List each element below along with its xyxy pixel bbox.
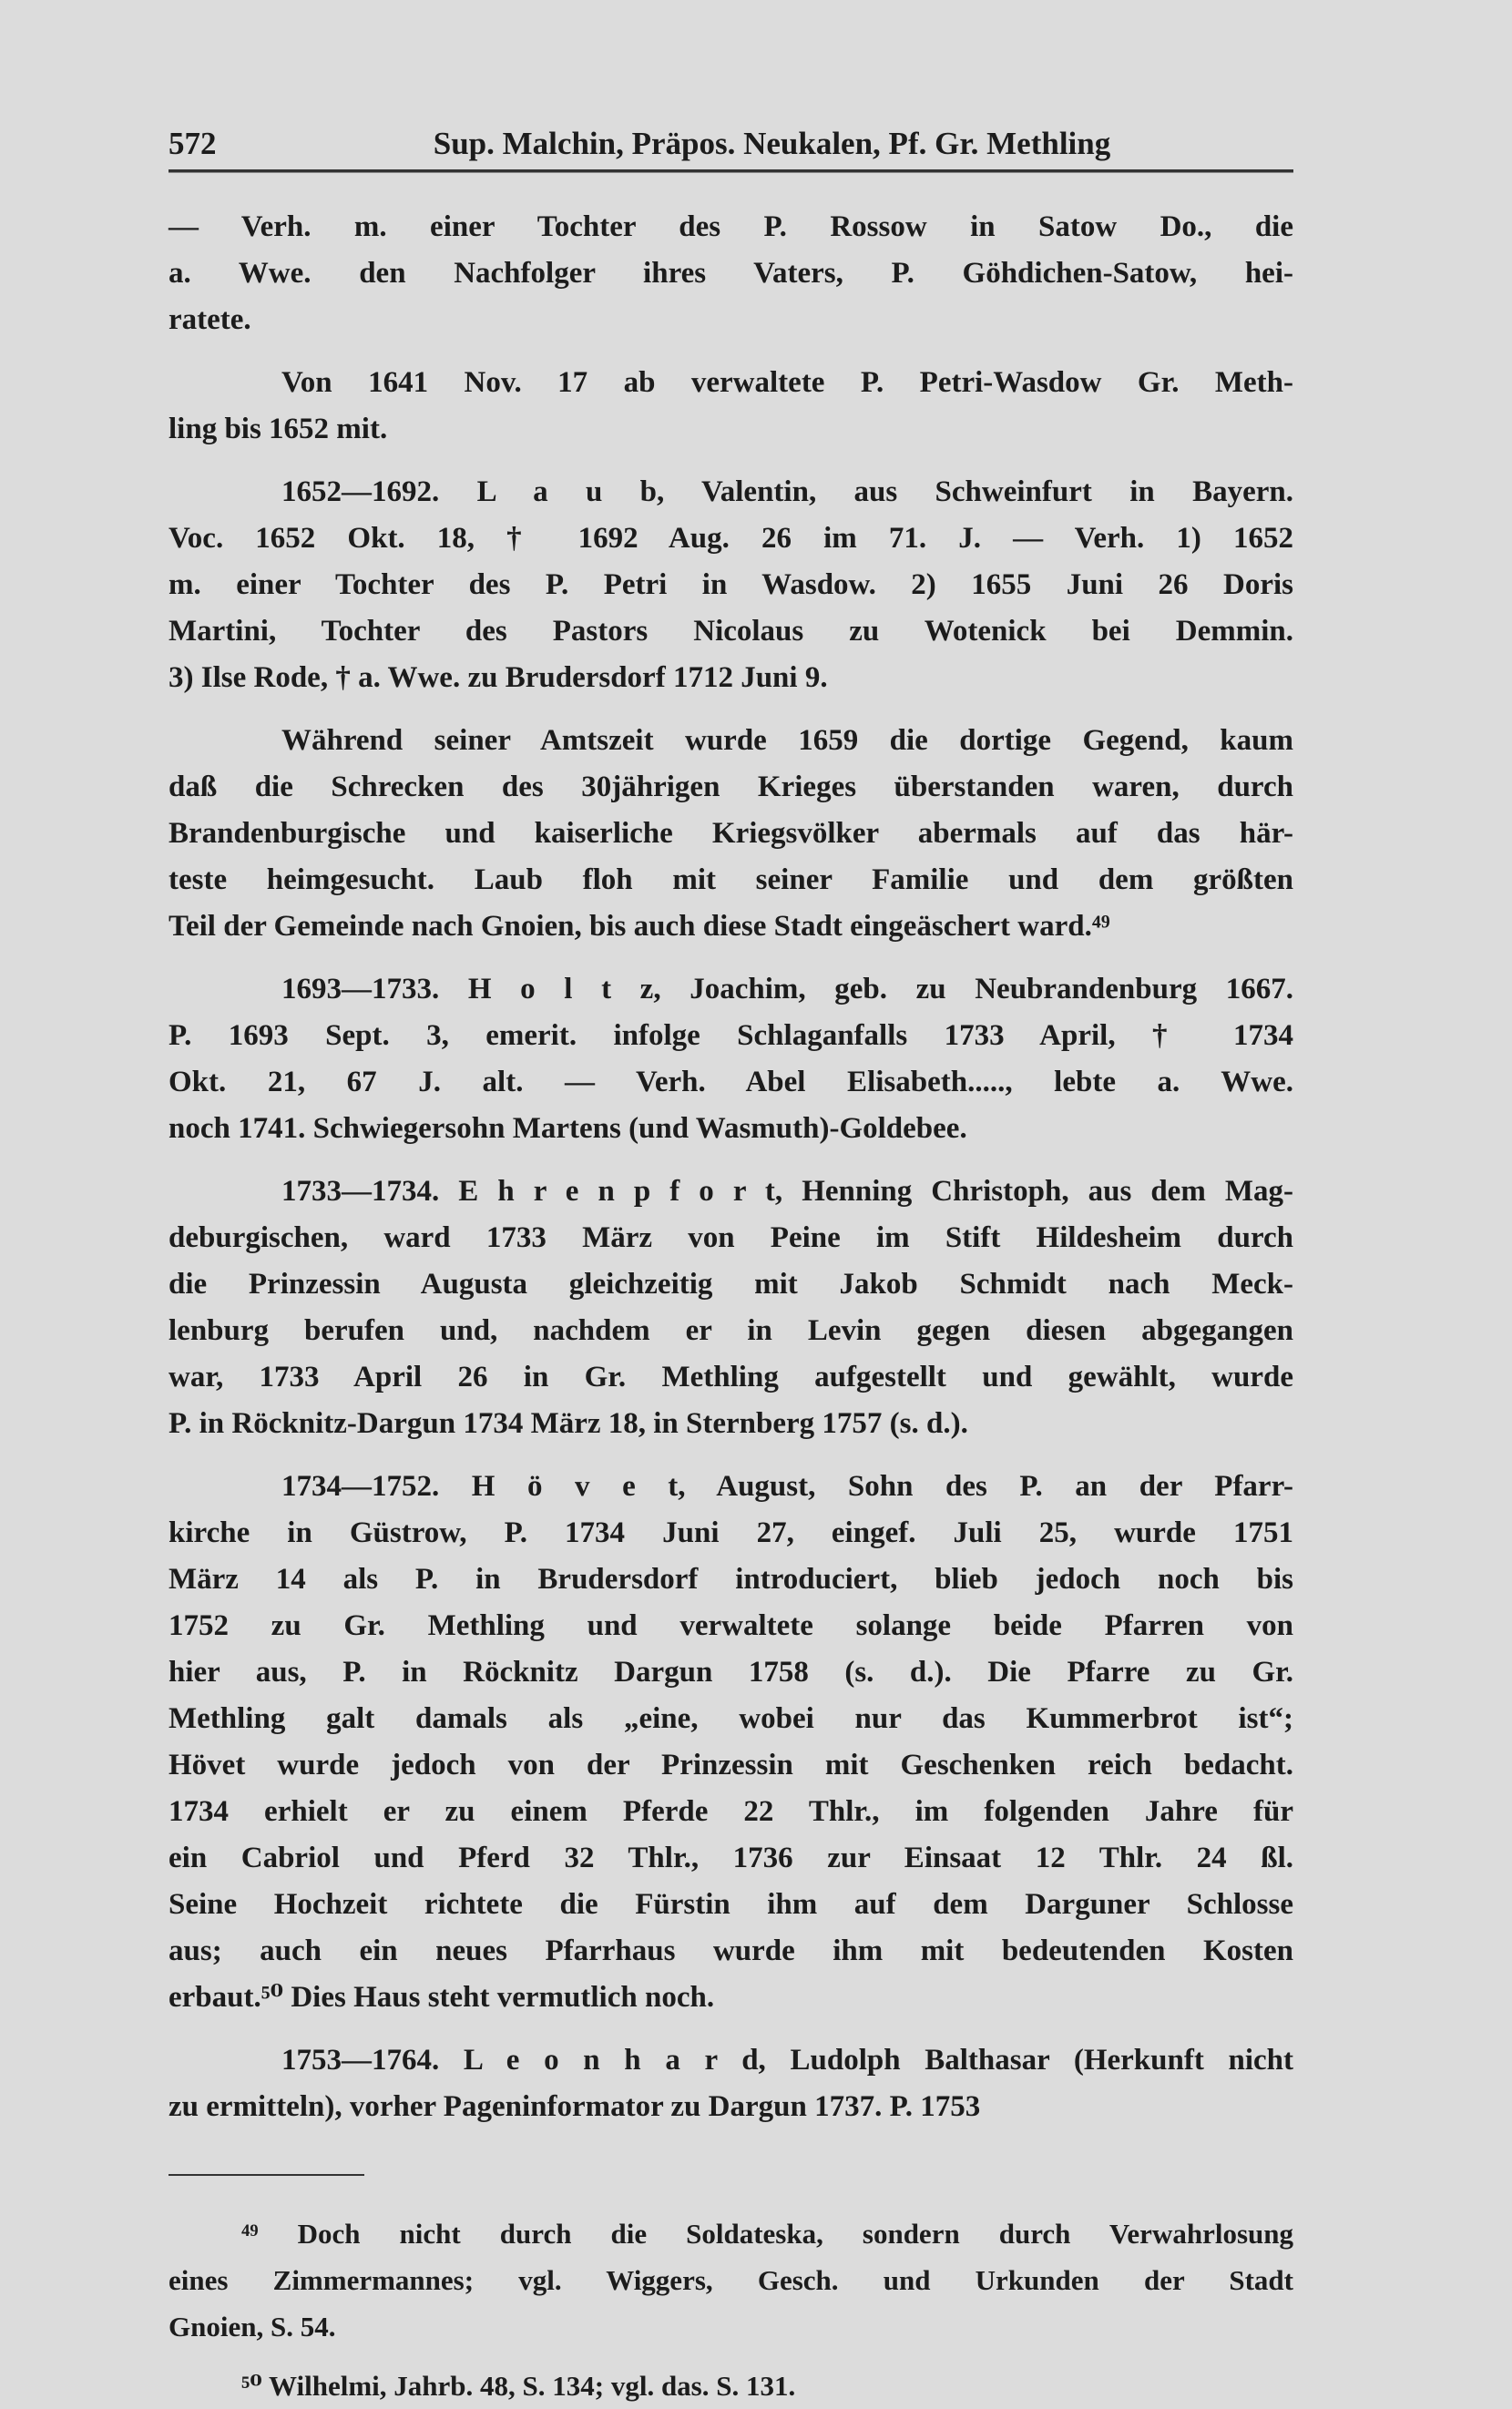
text-line: Hövet wurde jedoch von der Prinzessin mit Geschenken reich bedacht. (169, 1749, 1293, 1781)
paragraph (169, 204, 1293, 343)
document-page (169, 126, 1293, 2409)
text-line: ratete. (169, 303, 251, 336)
text-line: P. 1693 Sept. 3, emerit. infolge Schlaganfalls 1733 April, † 1734 (169, 1019, 1293, 1052)
footnotes (169, 2210, 1293, 2409)
running-title: Sup. Malchin, Präpos. Neukalen, Pf. Gr. Methling (433, 126, 1111, 161)
paragraph (169, 966, 1293, 1152)
footnote (169, 2363, 1293, 2409)
text-line: ein Cabriol und Pferd 32 Thlr., 1736 zur Einsaat 12 Thlr. 24 ßl. (169, 1842, 1293, 1874)
text-line: teste heimgesucht. Laub floh mit seiner Familie und dem größten (169, 863, 1293, 896)
text-line: Okt. 21, 67 J. alt. — Verh. Abel Elisabeth....., lebte a. Wwe. (169, 1066, 1293, 1098)
page-number: 572 (169, 126, 217, 161)
text-line: Gnoien, S. 54. (169, 2311, 336, 2343)
text-line: Teil der Gemeinde nach Gnoien, bis auch diese Stadt eingeäschert ward.⁴⁹ (169, 910, 1110, 943)
text-line: März 14 als P. in Brudersdorf introduciert, blieb jedoch noch bis (169, 1563, 1293, 1596)
text-line: 1753—1764. L e o n h a r d, Ludolph Balthasar (Herkunft nicht (281, 2044, 1293, 2077)
text-line: noch 1741. Schwiegersohn Martens (und Wasmuth)-Goldebee. (169, 1112, 967, 1145)
text-line: P. in Röcknitz-Dargun 1734 März 18, in Sternberg 1757 (s. d.). (169, 1407, 968, 1440)
running-header (169, 126, 1293, 168)
text-line: Brandenburgische und kaiserliche Kriegsvölker abermals auf das här- (169, 817, 1293, 850)
text-line: 1734—1752. H ö v e t, August, Sohn des P. an der Pfarr- (281, 1470, 1293, 1503)
text-line: eines Zimmermannes; vgl. Wiggers, Gesch. und Urkunden der Stadt (169, 2264, 1293, 2296)
text-line: 3) Ilse Rode, † a. Wwe. zu Brudersdorf 1712 Juni 9. (169, 661, 828, 694)
text-line: 1693—1733. H o l t z, Joachim, geb. zu Neubrandenburg 1667. (281, 973, 1293, 1005)
text-line: zu ermitteln), vorher Pageninformator zu Dargun 1737. P. 1753 (169, 2090, 981, 2123)
paragraph (169, 1464, 1293, 2021)
text-line: die Prinzessin Augusta gleichzeitig mit Jakob Schmidt nach Meck- (169, 1268, 1293, 1301)
text-line: hier aus, P. in Röcknitz Dargun 1758 (s. d.). Die Pfarre zu Gr. (169, 1656, 1293, 1689)
text-line: lenburg berufen und, nachdem er in Levin gegen diesen abgegangen (169, 1314, 1293, 1347)
text-line: kirche in Güstrow, P. 1734 Juni 27, eingef. Juli 25, wurde 1751 (169, 1516, 1293, 1549)
body-text (169, 204, 1293, 2130)
header-rule (169, 169, 1293, 173)
footnote (169, 2210, 1293, 2350)
footnote-rule (169, 2174, 364, 2176)
text-line: ⁴⁹ Doch nicht durch die Soldateska, sondern durch Verwahrlosung (241, 2218, 1293, 2250)
text-line: — Verh. m. einer Tochter des P. Rossow in Satow Do., die (169, 210, 1293, 243)
text-line: erbaut.⁵⁰ Dies Haus steht vermutlich noch. (169, 1981, 715, 2014)
text-line: ⁵⁰ Wilhelmi, Jahrb. 48, S. 134; vgl. das. S. 131. (241, 2370, 796, 2402)
text-line: Methling galt damals als „eine, wobei nur das Kummerbrot ist“; (169, 1702, 1293, 1735)
text-line: war, 1733 April 26 in Gr. Methling aufgestellt und gewählt, wurde (169, 1361, 1293, 1393)
text-line: Voc. 1652 Okt. 18, † 1692 Aug. 26 im 71. J. — Verh. 1) 1652 (169, 522, 1293, 555)
text-line: 1752 zu Gr. Methling und verwaltete solange beide Pfarren von (169, 1609, 1293, 1642)
text-line: Von 1641 Nov. 17 ab verwaltete P. Petri-Wasdow Gr. Meth- (281, 366, 1293, 399)
text-line: Seine Hochzeit richtete die Fürstin ihm auf dem Darguner Schlosse (169, 1888, 1293, 1921)
paragraph (169, 2037, 1293, 2130)
text-line: 1733—1734. E h r e n p f o r t, Henning Christoph, aus dem Mag- (281, 1175, 1293, 1208)
text-line: ling bis 1652 mit. (169, 413, 388, 445)
text-line: aus; auch ein neues Pfarrhaus wurde ihm mit bedeutenden Kosten (169, 1934, 1293, 1967)
paragraph (169, 360, 1293, 453)
paragraph (169, 469, 1293, 701)
text-line: Martini, Tochter des Pastors Nicolaus zu Wotenick bei Demmin. (169, 615, 1293, 648)
text-line: 1652—1692. L a u b, Valentin, aus Schweinfurt in Bayern. (281, 475, 1293, 508)
text-line: deburgischen, ward 1733 März von Peine im Stift Hildesheim durch (169, 1221, 1293, 1254)
text-line: a. Wwe. den Nachfolger ihres Vaters, P. Göhdichen-Satow, hei- (169, 257, 1293, 290)
text-line: m. einer Tochter des P. Petri in Wasdow. 2) 1655 Juni 26 Doris (169, 568, 1293, 601)
paragraph (169, 1169, 1293, 1447)
text-line: daß die Schrecken des 30jährigen Krieges überstanden waren, durch (169, 771, 1293, 803)
text-line: 1734 erhielt er zu einem Pferde 22 Thlr., im folgenden Jahre für (169, 1795, 1293, 1828)
text-line: Während seiner Amtszeit wurde 1659 die dortige Gegend, kaum (281, 724, 1293, 757)
paragraph (169, 718, 1293, 950)
